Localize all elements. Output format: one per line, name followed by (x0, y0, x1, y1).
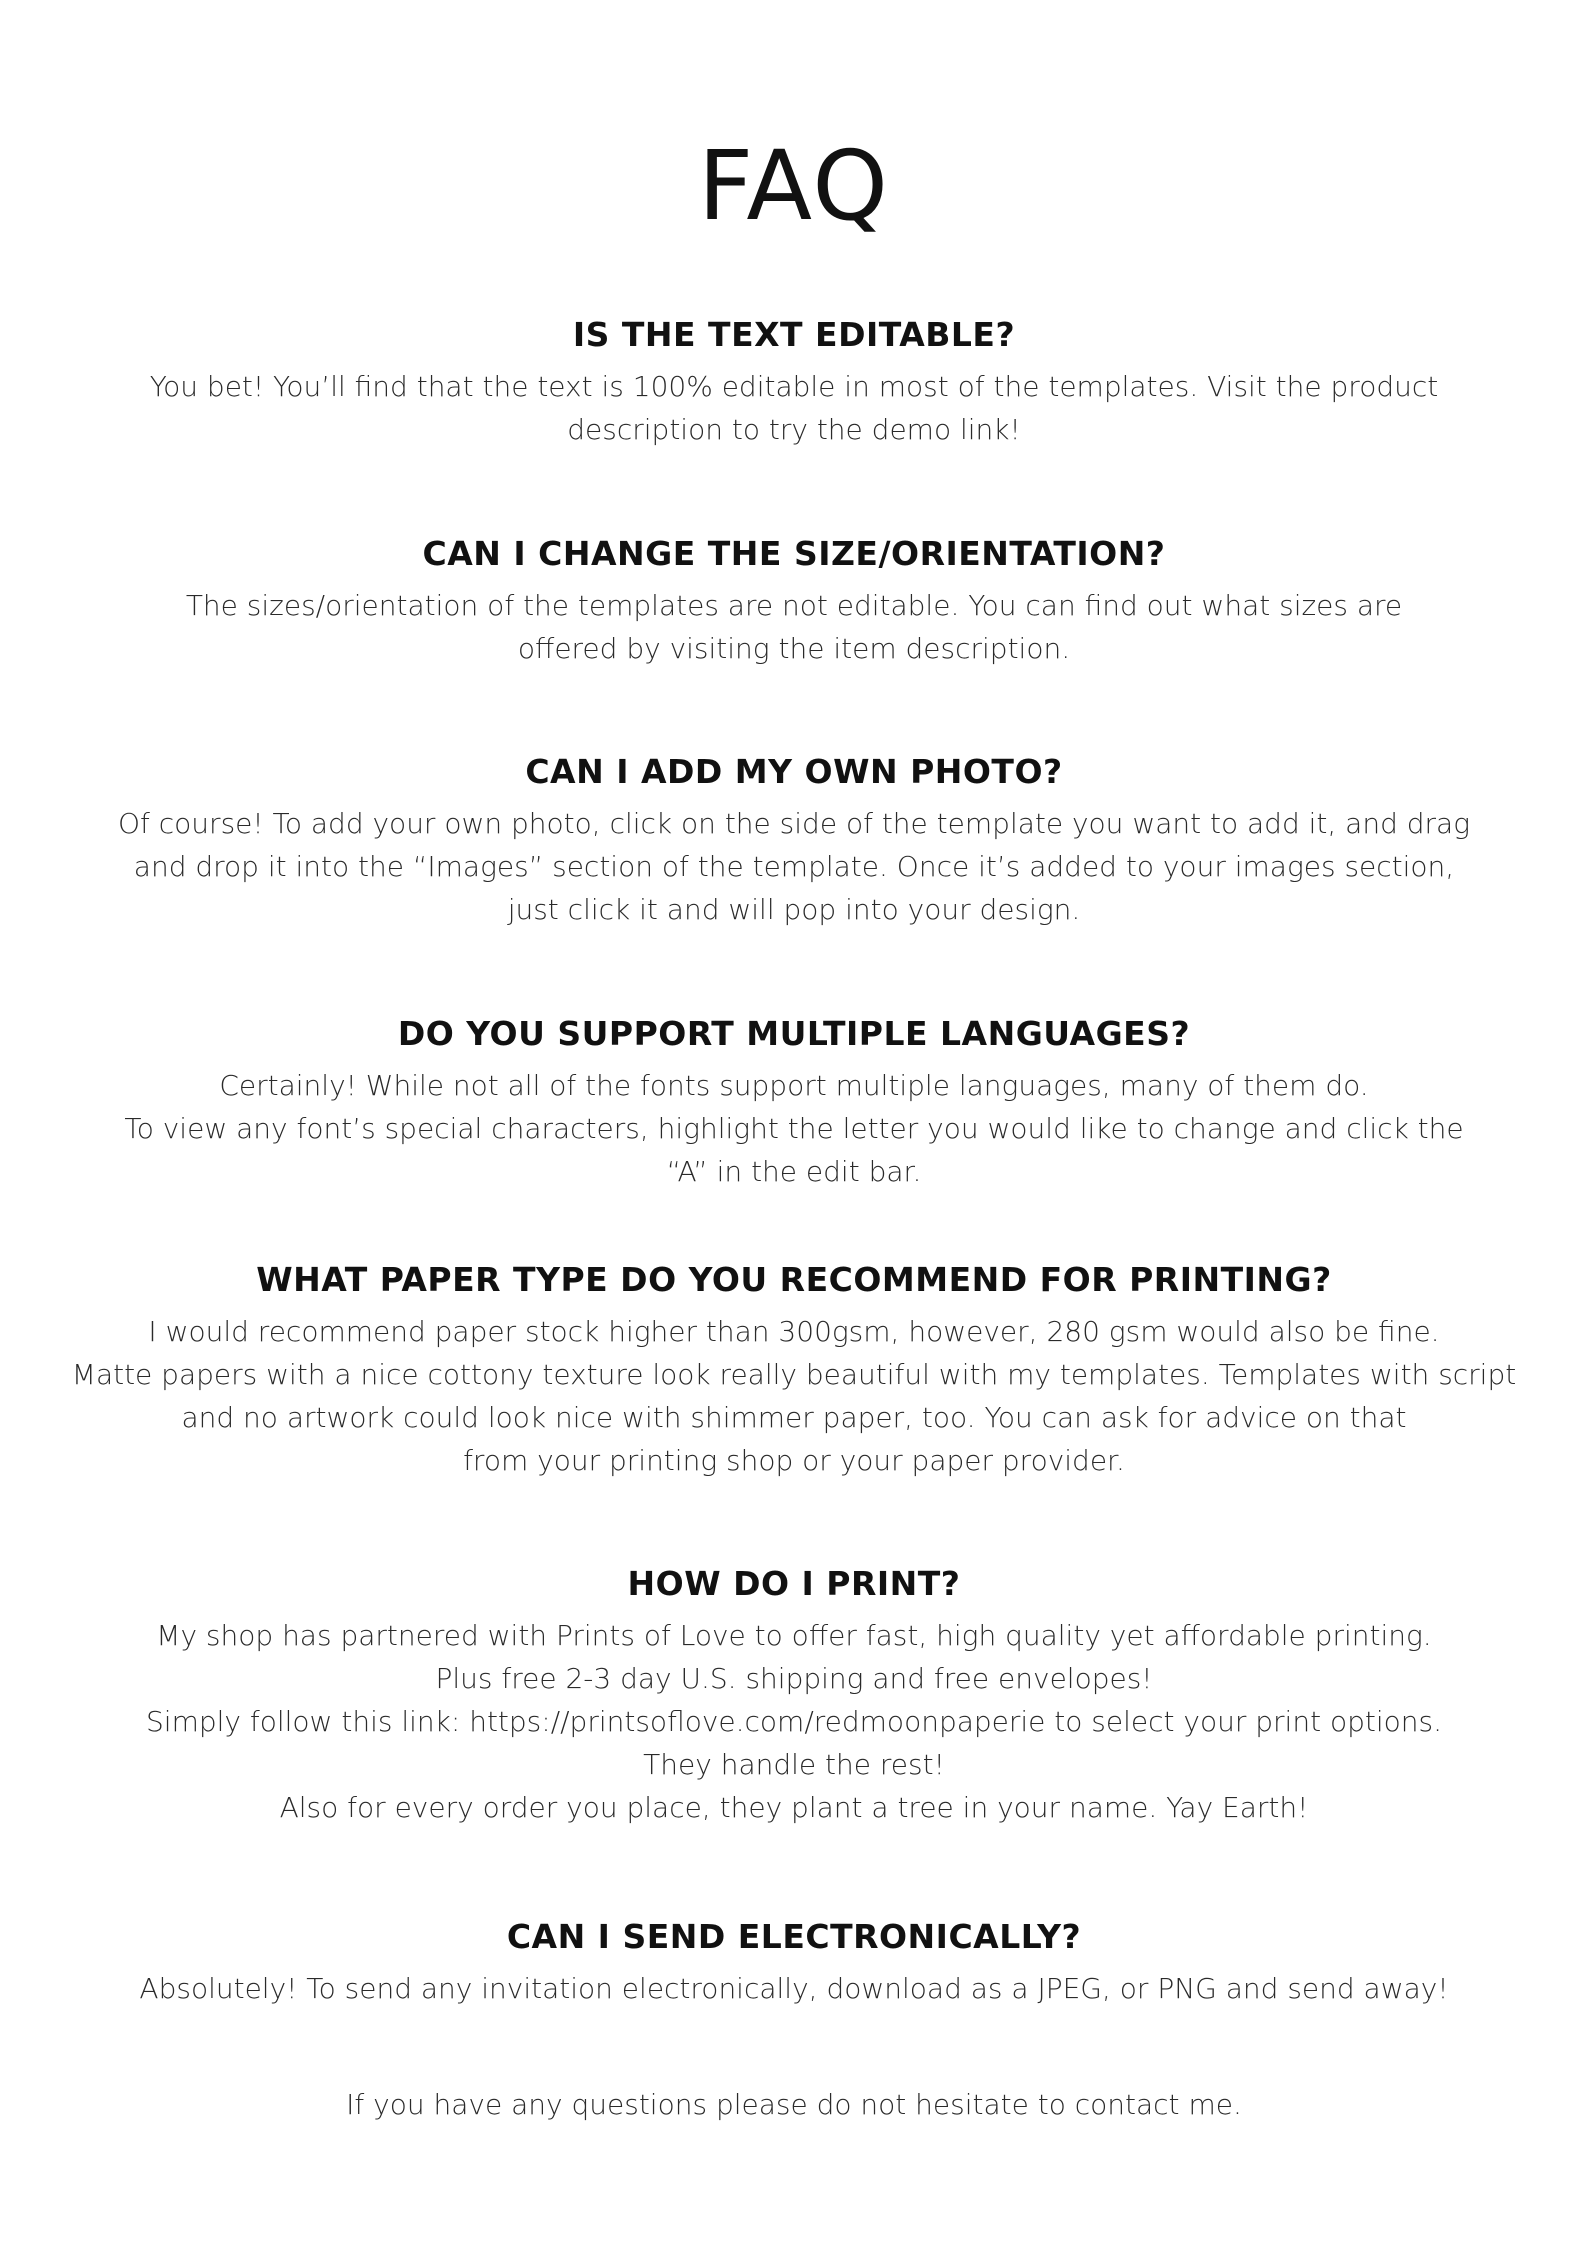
faq-answer (40, 1310, 1548, 1482)
faq-item-own-photo (40, 750, 1548, 931)
faq-question: CAN I CHANGE THE SIZE/ORIENTATION? (422, 534, 1166, 573)
faq-question: DO YOU SUPPORT MULTIPLE LANGUAGES? (397, 1014, 1191, 1053)
faq-answer (40, 584, 1548, 670)
answer-line: To view any font’s special characters, highlight the letter you would like to change and click the (124, 1112, 1464, 1145)
answer-line: You bet! You’ll find that the text is 100% editable in most of the templates. Visit the product (149, 370, 1439, 403)
answer-line: They handle the rest! (643, 1748, 945, 1781)
answer-line: offered by visiting the item description. (517, 632, 1071, 665)
answer-line: My shop has partnered with Prints of Love to offer fast, high quality yet affordable printing. (156, 1619, 1432, 1652)
faq-question: HOW DO I PRINT? (627, 1564, 961, 1603)
faq-question: CAN I SEND ELECTRONICALLY? (506, 1917, 1082, 1956)
faq-item-text-editable (40, 313, 1548, 451)
answer-line: and no artwork could look nice with shimmer paper, too. You can ask for advice on that (181, 1401, 1407, 1434)
faq-item-size-orientation (40, 532, 1548, 670)
faq-answer (40, 1614, 1548, 1829)
faq-answer (40, 1967, 1548, 2010)
answer-line: Matte papers with a nice cottony texture look really beautiful with my templates. Templates with script (71, 1358, 1517, 1391)
answer-line: Of course! To add your own photo, click on the side of the template you want to add it, and drag (117, 807, 1471, 840)
answer-line: Certainly! While not all of the fonts support multiple languages, many of them do. (219, 1069, 1369, 1102)
faq-answer (40, 802, 1548, 931)
answer-line: “A” in the edit bar. (666, 1155, 922, 1188)
faq-item-paper-type (40, 1258, 1548, 1482)
faq-question: CAN I ADD MY OWN PHOTO? (525, 752, 1063, 791)
answer-line: Also for every order you place, they plant a tree in your name. Yay Earth! (279, 1791, 1309, 1824)
faq-answer (40, 365, 1548, 451)
answer-line: and drop it into the “Images” section of the template. Once it’s added to your images section, (133, 850, 1455, 883)
faq-item-how-to-print (40, 1562, 1548, 1829)
answer-line: Plus free 2-3 day U.S. shipping and free envelopes! (435, 1662, 1153, 1695)
answer-line: just click it and will pop into your design. (507, 893, 1081, 926)
contact-note: If you have any questions please do not hesitate to contact me. (346, 2088, 1242, 2121)
answer-line: I would recommend paper stock higher than 300gsm, however, 280 gsm would also be fine. (148, 1315, 1440, 1348)
answer-line: The sizes/orientation of the templates are not editable. You can find out what sizes are (185, 589, 1403, 622)
faq-item-send-electronically (40, 1915, 1548, 2010)
answer-line: from your printing shop or your paper provider. (463, 1444, 1125, 1477)
faq-answer (40, 1064, 1548, 1193)
page-title: FAQ (698, 130, 890, 242)
faq-question: WHAT PAPER TYPE DO YOU RECOMMEND FOR PRINTING? (256, 1260, 1332, 1299)
answer-line: description to try the demo link! (567, 413, 1021, 446)
faq-item-languages (40, 1012, 1548, 1193)
answer-line: Absolutely! To send any invitation electronically, download as a JPEG, or PNG and send away! (139, 1972, 1449, 2005)
faq-question: IS THE TEXT EDITABLE? (572, 315, 1016, 354)
answer-line: Simply follow this link: https://printsoflove.com/redmoonpaperie to select your print options. (146, 1705, 1442, 1738)
